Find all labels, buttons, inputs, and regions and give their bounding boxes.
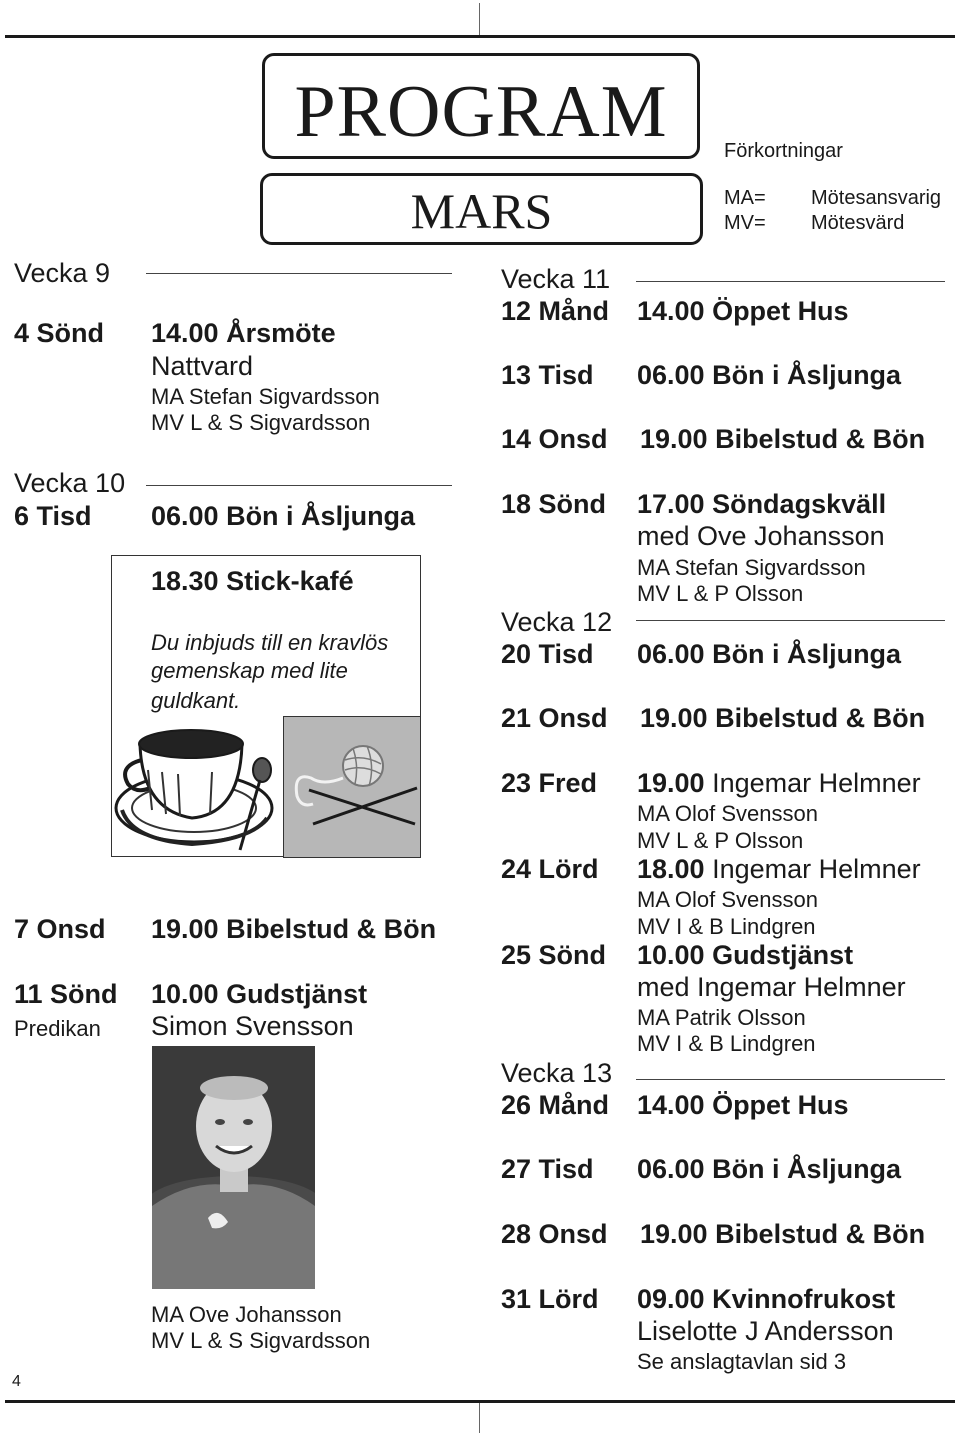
- top-rule: [5, 35, 955, 38]
- page-number: 4: [12, 1373, 21, 1390]
- day-label: 13 Tisd: [501, 360, 594, 390]
- event-title: 19.00 Bibelstud & Bön: [640, 424, 926, 454]
- day-label: 4 Sönd: [14, 318, 105, 348]
- coffee-cup-illustration: [112, 710, 282, 854]
- meeting-host: MV L & P Olsson: [637, 828, 804, 853]
- event-time: 18.00: [637, 854, 705, 884]
- meeting-responsible: MA Stefan Sigvardsson: [151, 384, 380, 409]
- week-label: Vecka 9: [14, 258, 111, 288]
- event-title: 14.00 Öppet Hus: [637, 1090, 849, 1120]
- event-name: Ingemar Helmner: [704, 854, 921, 884]
- event-note: Se anslagtavlan sid 3: [637, 1349, 847, 1374]
- abbrev-heading: Förkortningar: [724, 140, 843, 162]
- event-title: 19.00 Bibelstud & Bön: [151, 914, 437, 944]
- speaker-photo: [152, 1046, 315, 1289]
- week-label: Vecka 12: [501, 607, 613, 637]
- meeting-host: MV L & P Olsson: [637, 581, 804, 606]
- abbrev-value: Mötesansvarig: [811, 187, 942, 209]
- day-label: 21 Onsd: [501, 703, 608, 733]
- event-line: Nattvard: [151, 351, 254, 381]
- day-label: 18 Sönd: [501, 489, 607, 519]
- day-label: 26 Månd: [501, 1090, 610, 1120]
- day-label: 23 Fred: [501, 768, 598, 798]
- meeting-host: MV I & B Lindgren: [637, 914, 816, 939]
- day-label: 7 Onsd: [14, 914, 106, 944]
- page-title: PROGRAM: [294, 71, 668, 153]
- week-label: Vecka 13: [501, 1058, 613, 1088]
- month-title: MARS: [410, 183, 553, 239]
- day-label: 6 Tisd: [14, 501, 92, 531]
- week-rule: [146, 273, 452, 274]
- meeting-responsible: MA Olof Svensson: [637, 887, 818, 912]
- event-title: 10.00 Gudstjänst: [637, 940, 854, 970]
- day-label: 25 Sönd: [501, 940, 607, 970]
- week-rule: [636, 281, 945, 282]
- event-title: 06.00 Bön i Åsljunga: [637, 1154, 902, 1184]
- week-rule: [146, 485, 452, 486]
- program-title-box: [262, 53, 700, 159]
- event-title: [637, 768, 921, 799]
- month-title-box: [260, 173, 703, 245]
- bottom-center-tick: [479, 1403, 480, 1433]
- day-label: 20 Tisd: [501, 639, 594, 669]
- week-rule: [636, 620, 945, 621]
- bottom-rule: [5, 1400, 955, 1403]
- event-time: 19.00: [637, 768, 705, 798]
- event-title: 18.30 Stick-kafé: [151, 566, 354, 596]
- event-title: 10.00 Gudstjänst: [151, 979, 368, 1009]
- event-line: med Ingemar Helmner: [637, 972, 906, 1002]
- meeting-responsible: MA Patrik Olsson: [637, 1005, 806, 1030]
- day-label: 12 Månd: [501, 296, 610, 326]
- top-center-tick: [479, 3, 480, 35]
- day-label: 24 Lörd: [501, 854, 599, 884]
- event-title: 06.00 Bön i Åsljunga: [151, 501, 416, 531]
- event-title: 06.00 Bön i Åsljunga: [637, 360, 902, 390]
- abbrev-key: MA=: [724, 187, 766, 209]
- yarn-and-needles-icon: [283, 716, 419, 856]
- day-label: 14 Onsd: [501, 424, 608, 454]
- event-title: 19.00 Bibelstud & Bön: [640, 1219, 926, 1249]
- abbrev-value: Mötesvärd: [811, 212, 905, 234]
- event-line: med Ove Johansson: [637, 521, 885, 551]
- invitation-text: gemenskap med lite: [151, 658, 348, 683]
- event-title: 14.00 Årsmöte: [151, 318, 336, 348]
- meeting-host: MV I & B Lindgren: [637, 1031, 816, 1056]
- event-title: 09.00 Kvinnofrukost: [637, 1284, 896, 1314]
- event-title: [637, 854, 921, 885]
- event-title: 19.00 Bibelstud & Bön: [640, 703, 926, 733]
- week-label: Vecka 11: [501, 264, 611, 294]
- invitation-text: Du inbjuds till en kravlös: [151, 630, 389, 655]
- day-label: 31 Lörd: [501, 1284, 599, 1314]
- day-label: 27 Tisd: [501, 1154, 594, 1184]
- event-name: Ingemar Helmner: [704, 768, 921, 798]
- week-rule: [636, 1079, 945, 1080]
- meeting-host: MV L & S Sigvardsson: [151, 410, 371, 435]
- meeting-responsible: MA Stefan Sigvardsson: [637, 555, 866, 580]
- week-label: Vecka 10: [14, 468, 126, 498]
- event-title: 06.00 Bön i Åsljunga: [637, 639, 902, 669]
- abbrev-key: MV=: [724, 212, 766, 234]
- meeting-responsible: MA Olof Svensson: [637, 801, 818, 826]
- event-title: 14.00 Öppet Hus: [637, 296, 849, 326]
- sermon-label: Predikan: [14, 1016, 101, 1041]
- day-label: 11 Sönd: [14, 979, 118, 1009]
- event-title: 17.00 Söndagskväll: [637, 489, 887, 519]
- meeting-responsible: MA Ove Johansson: [151, 1302, 342, 1327]
- day-label: 28 Onsd: [501, 1219, 608, 1249]
- event-line: Liselotte J Andersson: [637, 1316, 894, 1346]
- meeting-host: MV L & S Sigvardsson: [151, 1328, 371, 1353]
- speaker-name: Simon Svensson: [151, 1011, 354, 1041]
- invitation-text: guldkant.: [151, 688, 241, 713]
